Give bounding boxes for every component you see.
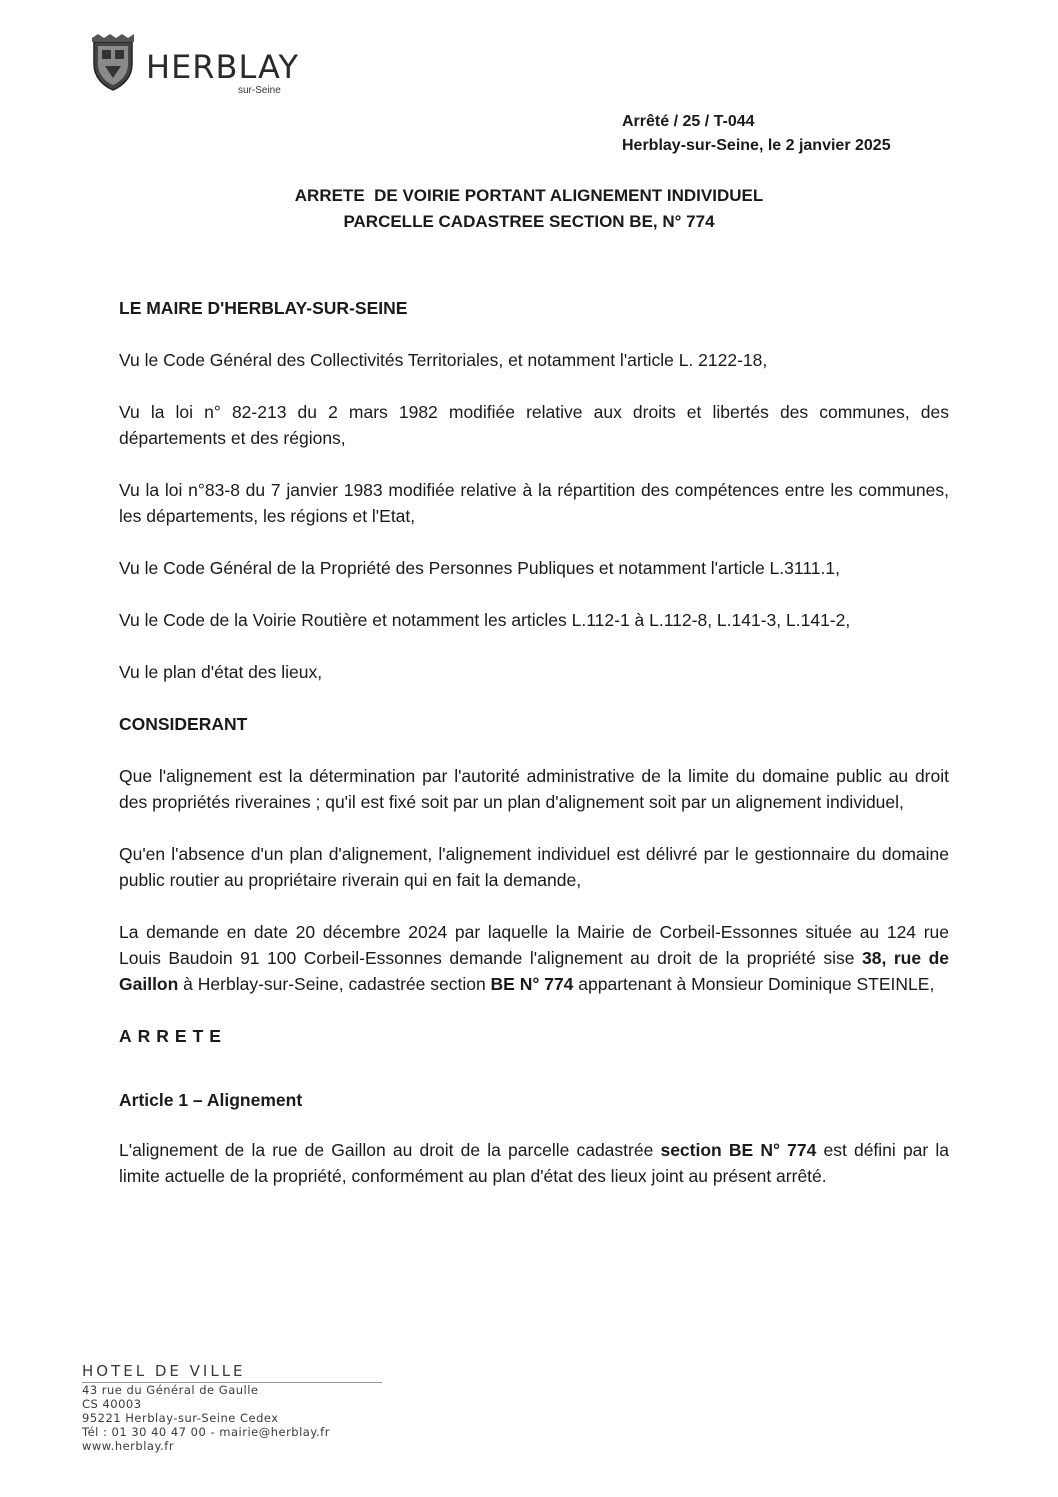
document-body: [119, 295, 949, 1215]
title-line-1: ARRETE DE VOIRIE PORTANT ALIGNEMENT INDIVIDUEL: [294, 186, 764, 205]
arrete-heading: ARRETE: [119, 1026, 227, 1046]
visa-paragraph: Vu le Code Général des Collectivités Territoriales, et notamment l'article L. 2122-18,: [119, 350, 768, 370]
property-address: 38, rue de Gaillon: [119, 948, 949, 994]
demande-paragraph: [119, 919, 949, 997]
demande-text: La demande en date 20 décembre 2024 par laquelle la Mairie de Corbeil-Essonnes située au 124 rue Louis Baudoin 91 100 Corbeil-Essonnes demande l'alignement au droit de la propriété sise: [119, 922, 949, 968]
footer-title: HOTEL DE VILLE: [82, 1362, 382, 1383]
title-line-2: PARCELLE CADASTREE SECTION BE, N° 774: [343, 212, 715, 231]
considerant-paragraph: Que l'alignement est la détermination par l'autorité administrative de la limite du domaine public au droit des propriétés riveraines ; qu'il est fixé soit par un plan d'alignement soit par un alignement individuel,: [119, 766, 949, 812]
visa-paragraph: Vu le plan d'état des lieux,: [119, 662, 323, 682]
visa-paragraph: Vu le Code de la Voirie Routière et notamment les articles L.112-1 à L.112-8, L.141-3, L.141-2,: [119, 610, 851, 630]
place-and-date: Herblay-sur-Seine, le 2 janvier 2025: [622, 137, 891, 154]
footer-website[interactable]: www.herblay.fr: [82, 1439, 175, 1453]
footer-city: 95221 Herblay-sur-Seine Cedex: [82, 1411, 279, 1425]
logo-subtitle: sur-Seine: [238, 85, 281, 96]
footer-contact: Tél : 01 30 40 47 00 - mairie@herblay.fr: [82, 1425, 330, 1439]
footer-cs: CS 40003: [82, 1397, 142, 1411]
logo-name: HERBLAY: [146, 48, 299, 86]
maire-heading: LE MAIRE D'HERBLAY-SUR-SEINE: [119, 298, 408, 318]
article-text: est défini par la limite actuelle de la propriété, conformément au plan d'état des lieux joint au présent arrêté.: [119, 1140, 949, 1186]
arrete-reference: Arrêté / 25 / T-044: [622, 113, 755, 130]
article-text: L'alignement de la rue de Gaillon au droit de la parcelle cadastrée: [119, 1140, 661, 1160]
parcel-number: BE N° 774: [490, 974, 574, 994]
parcel-section: section BE N° 774: [660, 1140, 817, 1160]
article-1-title: Article 1 – Alignement: [119, 1090, 303, 1110]
footer-street: 43 rue du Général de Gaulle: [82, 1383, 259, 1397]
considerant-heading: CONSIDERANT: [119, 714, 248, 734]
visa-paragraph: Vu la loi n°83-8 du 7 janvier 1983 modifiée relative à la répartition des compétences entre les communes, les départements, les régions et l'Etat,: [119, 480, 949, 526]
article-1-paragraph: [119, 1137, 949, 1189]
visa-paragraph: Vu la loi n° 82-213 du 2 mars 1982 modifiée relative aux droits et libertés des communes, des départements et des régions,: [119, 402, 949, 448]
demande-text: à Herblay-sur-Seine, cadastrée section: [178, 974, 491, 994]
considerant-paragraph: Qu'en l'absence d'un plan d'alignement, l'alignement individuel est délivré par le gestionnaire du domaine public routier au propriétaire riverain qui en fait la demande,: [119, 844, 949, 890]
reference-block: [622, 110, 891, 158]
document-title: [0, 183, 1058, 235]
demande-text: appartenant à Monsieur Dominique STEINLE,: [573, 974, 935, 994]
herblay-logo: [88, 34, 318, 104]
footer-address: [82, 1362, 392, 1453]
visa-paragraph: Vu le Code Général de la Propriété des Personnes Publiques et notamment l'article L.3111.1,: [119, 558, 840, 578]
coat-of-arms-icon: [88, 34, 138, 92]
